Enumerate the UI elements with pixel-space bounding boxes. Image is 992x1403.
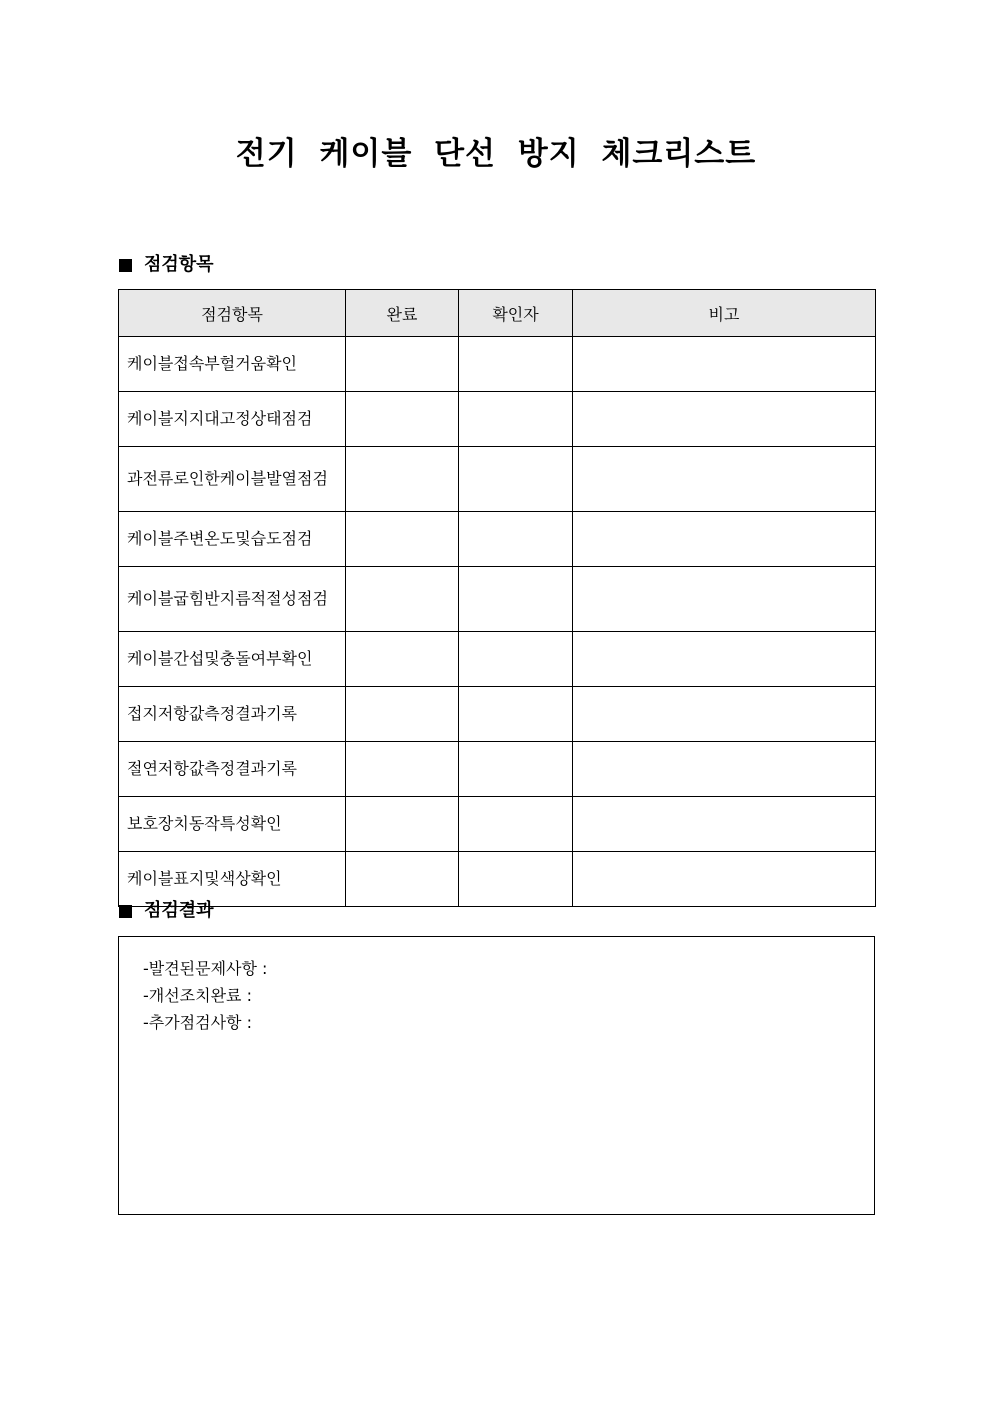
result-line-improvements-done: -개선조치완료 : bbox=[143, 986, 252, 1005]
item-cell: 케이블표지및색상확인 bbox=[119, 852, 346, 907]
checker-cell[interactable] bbox=[459, 852, 573, 907]
done-cell[interactable] bbox=[346, 567, 459, 632]
done-cell[interactable] bbox=[346, 512, 459, 567]
result-lines bbox=[143, 955, 267, 1036]
table-row bbox=[119, 797, 876, 852]
item-cell: 절연저항값측정결과기록 bbox=[119, 742, 346, 797]
item-cell: 케이블지지대고정상태점검 bbox=[119, 392, 346, 447]
item-cell: 과전류로인한케이블발열점검 bbox=[119, 447, 346, 512]
table-row bbox=[119, 632, 876, 687]
header-note: 비고 bbox=[573, 290, 876, 337]
table-row bbox=[119, 742, 876, 797]
done-cell[interactable] bbox=[346, 797, 459, 852]
checker-cell[interactable] bbox=[459, 392, 573, 447]
note-cell[interactable] bbox=[573, 392, 876, 447]
note-cell[interactable] bbox=[573, 512, 876, 567]
black-square-icon bbox=[119, 259, 132, 272]
table-row bbox=[119, 337, 876, 392]
table-row bbox=[119, 392, 876, 447]
table-row bbox=[119, 687, 876, 742]
item-cell: 케이블간섭및충돌여부확인 bbox=[119, 632, 346, 687]
table-row bbox=[119, 447, 876, 512]
done-cell[interactable] bbox=[346, 632, 459, 687]
checker-cell[interactable] bbox=[459, 447, 573, 512]
checker-cell[interactable] bbox=[459, 742, 573, 797]
checker-cell[interactable] bbox=[459, 512, 573, 567]
done-cell[interactable] bbox=[346, 337, 459, 392]
section-heading-label: 점검결과 bbox=[144, 900, 214, 921]
item-cell: 케이블접속부헐거움확인 bbox=[119, 337, 346, 392]
checker-cell[interactable] bbox=[459, 797, 573, 852]
table-row bbox=[119, 852, 876, 907]
item-cell: 케이블주변온도및습도점검 bbox=[119, 512, 346, 567]
done-cell[interactable] bbox=[346, 687, 459, 742]
item-cell: 보호장치동작특성확인 bbox=[119, 797, 346, 852]
checker-cell[interactable] bbox=[459, 632, 573, 687]
table-row bbox=[119, 567, 876, 632]
checker-cell[interactable] bbox=[459, 567, 573, 632]
checker-cell[interactable] bbox=[459, 687, 573, 742]
note-cell[interactable] bbox=[573, 632, 876, 687]
section-heading-inspection-results bbox=[119, 899, 214, 923]
done-cell[interactable] bbox=[346, 742, 459, 797]
table-row bbox=[119, 512, 876, 567]
header-checker: 확인자 bbox=[459, 290, 573, 337]
note-cell[interactable] bbox=[573, 742, 876, 797]
header-done: 완료 bbox=[346, 290, 459, 337]
section-heading-inspection-items bbox=[119, 253, 214, 277]
header-inspection-item: 점검항목 bbox=[119, 290, 346, 337]
checklist-table bbox=[118, 289, 876, 907]
note-cell[interactable] bbox=[573, 797, 876, 852]
result-line-issues-found: -발견된문제사항 : bbox=[143, 959, 268, 978]
note-cell[interactable] bbox=[573, 687, 876, 742]
table-header-row bbox=[119, 290, 876, 337]
black-square-icon bbox=[119, 905, 132, 918]
note-cell[interactable] bbox=[573, 567, 876, 632]
section-heading-label: 점검항목 bbox=[144, 254, 214, 275]
note-cell[interactable] bbox=[573, 852, 876, 907]
checker-cell[interactable] bbox=[459, 337, 573, 392]
inspection-results-box[interactable] bbox=[118, 936, 875, 1215]
note-cell[interactable] bbox=[573, 337, 876, 392]
item-cell: 케이블굽힘반지름적절성점검 bbox=[119, 567, 346, 632]
document-title: 전기 케이블 단선 방지 체크리스트 bbox=[235, 136, 757, 172]
done-cell[interactable] bbox=[346, 447, 459, 512]
done-cell[interactable] bbox=[346, 852, 459, 907]
item-cell: 접지저항값측정결과기록 bbox=[119, 687, 346, 742]
result-line-additional-checks: -추가점검사항 : bbox=[143, 1013, 252, 1032]
done-cell[interactable] bbox=[346, 392, 459, 447]
note-cell[interactable] bbox=[573, 447, 876, 512]
